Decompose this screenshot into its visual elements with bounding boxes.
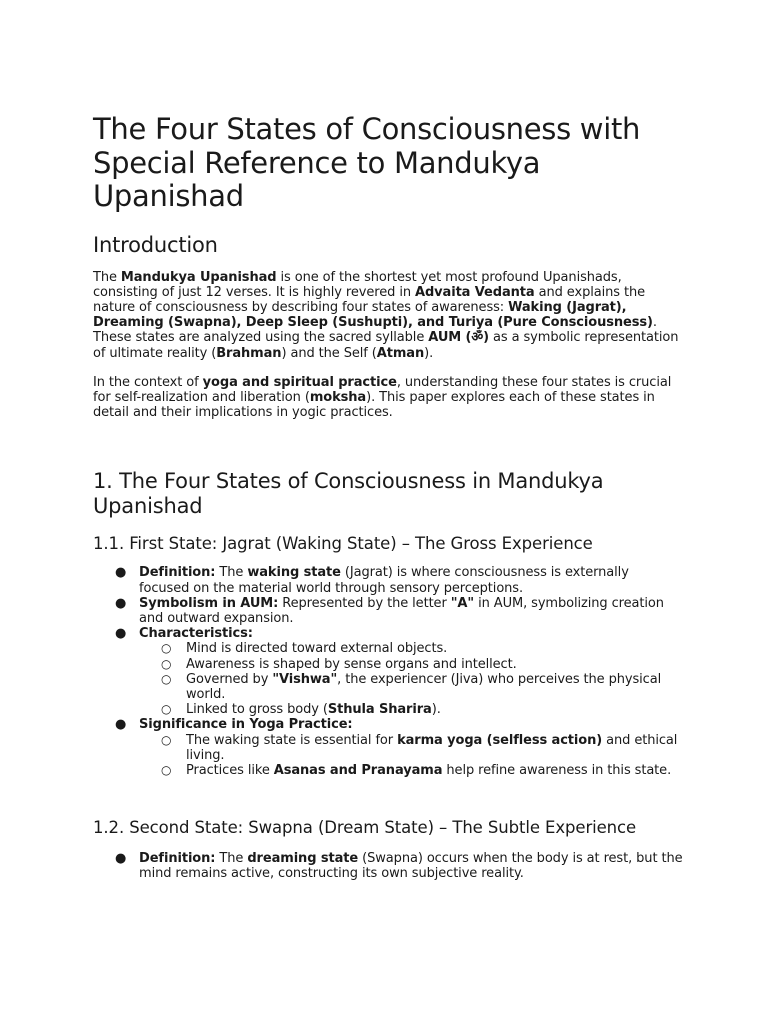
- sub-list-item: [139, 702, 683, 717]
- sub-list-item: [139, 763, 683, 778]
- bold-term: "Vishwa": [272, 671, 338, 687]
- bold-term: Definition:: [139, 851, 216, 867]
- section-1-2-heading: 1.2. Second State: Swapna (Dream State) – The Subtle Experience: [93, 818, 637, 838]
- sub-bullet-list: [139, 641, 683, 717]
- hollow-bullet-icon: ○: [161, 732, 172, 747]
- list-item-text: Definition: The waking state (Jagrat) is where consciousness is externally focused on the material world through sensory perceptions.: [139, 565, 629, 596]
- list-item: [93, 565, 683, 595]
- bold-term: Definition:: [139, 565, 216, 581]
- list-item: [93, 626, 683, 717]
- hollow-bullet-icon: ○: [161, 641, 172, 656]
- filled-bullet-icon: ●: [115, 851, 127, 867]
- bold-term: Sthula Sharira: [327, 702, 432, 718]
- hollow-bullet-icon: ○: [161, 671, 172, 686]
- list-item-text: The waking state is essential for karma yoga (selfless action) and ethical living.: [186, 732, 678, 763]
- list-item-text: [139, 626, 253, 641]
- list-item-text: Mind is directed toward external objects.: [186, 641, 448, 657]
- bold-term: Atman: [376, 345, 425, 361]
- list-item-text: Awareness is shaped by sense organs and intellect.: [186, 656, 517, 672]
- document-title: The Four States of Consciousness with Special Reference to Mandukya Upanishad: [93, 112, 641, 213]
- hollow-bullet-icon: ○: [161, 656, 172, 671]
- sub-list-item: [139, 672, 683, 702]
- bold-term: karma yoga (selfless action): [397, 732, 603, 748]
- list-item-text: Linked to gross body (Sthula Sharira).: [186, 702, 441, 718]
- filled-bullet-icon: ●: [115, 565, 127, 581]
- list-item-text: Practices like Asanas and Pranayama help refine awareness in this state.: [186, 762, 672, 778]
- bold-term: Symbolism in AUM:: [139, 595, 279, 611]
- section-1-1-bullet-list: [93, 565, 683, 778]
- filled-bullet-icon: ●: [115, 595, 127, 611]
- bold-term: Asanas and Pranayama: [273, 762, 443, 778]
- list-item-text: Governed by "Vishwa", the experiencer (Jiva) who perceives the physical world.: [186, 671, 662, 702]
- bold-term: "A": [450, 595, 475, 611]
- bold-term: Significance in Yoga Practice:: [139, 717, 353, 733]
- bold-term: waking state: [247, 565, 341, 581]
- list-item: [93, 717, 683, 778]
- bold-term: Advaita Vedanta: [415, 284, 535, 300]
- list-item-text: Symbolism in AUM: Represented by the letter "A" in AUM, symbolizing creation and outward expansion.: [139, 595, 664, 626]
- list-item-text: [139, 717, 353, 732]
- document-page: [93, 113, 683, 882]
- section-1-1-heading: 1.1. First State: Jagrat (Waking State) – The Gross Experience: [93, 534, 593, 554]
- bold-term: Waking (Jagrat), Dreaming (Swapna), Deep Sleep (Sushupti), and Turiya (Pure Consciousness): [93, 299, 653, 331]
- filled-bullet-icon: ●: [115, 626, 127, 642]
- bold-term: moksha: [309, 389, 367, 405]
- bold-term: dreaming state: [247, 851, 359, 867]
- list-item: [93, 851, 683, 881]
- filled-bullet-icon: ●: [115, 717, 127, 733]
- bold-term: Brahman: [216, 345, 282, 361]
- bold-term: yoga and spiritual practice: [202, 374, 397, 390]
- introduction-heading: Introduction: [93, 232, 218, 257]
- section-1-2-bullet-list: [93, 851, 683, 881]
- sub-list-item: [139, 657, 683, 672]
- sub-list-item: [139, 733, 683, 763]
- sub-bullet-list: [139, 733, 683, 779]
- hollow-bullet-icon: ○: [161, 702, 172, 717]
- list-item: [93, 596, 683, 626]
- bold-term: AUM (ॐ): [428, 330, 489, 346]
- bold-term: Characteristics:: [139, 626, 253, 642]
- sub-list-item: [139, 641, 683, 656]
- bold-term: Mandukya Upanishad: [120, 269, 277, 285]
- hollow-bullet-icon: ○: [161, 762, 172, 777]
- introduction-paragraph-2: In the context of yoga and spiritual practice, understanding these four states is crucial for self-realization and liberation (moksha). This paper explores each of these states in detail and their implications in yogic practices.: [93, 374, 672, 421]
- section-1-heading: 1. The Four States of Consciousness in Mandukya Upanishad: [93, 469, 604, 519]
- list-item-text: Definition: The dreaming state (Swapna) occurs when the body is at rest, but the mind remains active, constructing its own subjective reality.: [139, 851, 683, 882]
- introduction-paragraph-1: The Mandukya Upanishad is one of the shortest yet most profound Upanishads, consisting of just 12 verses. It is highly revered in Advaita Vedanta and explains the nature of consciousness by describing four states of awareness: Waking (Jagrat), Dreaming (Swapna), Deep Sleep (Sushupti), and Turiya (Pure Consciousness). These states are analyzed using the sacred syllable AUM (ॐ) as a symbolic representation of ultimate reality (Brahman) and the Self (Atman).: [93, 269, 679, 361]
